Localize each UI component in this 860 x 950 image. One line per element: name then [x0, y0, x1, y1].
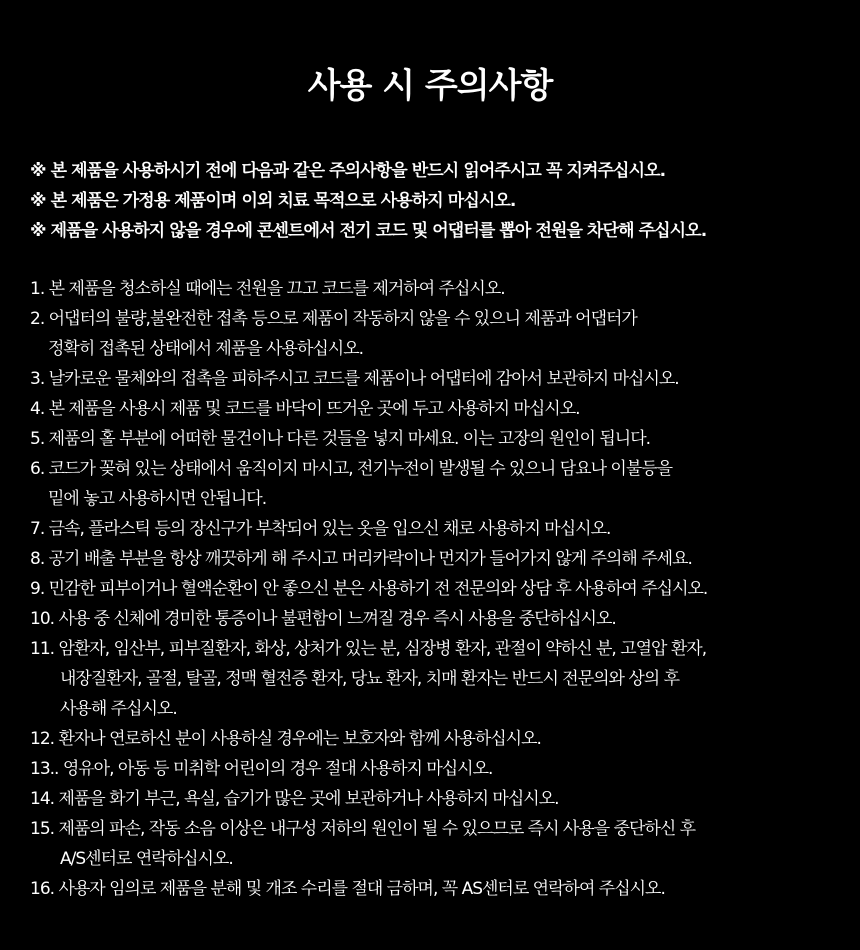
precaution-text: 2. 어댑터의 불량,불완전한 접촉 등으로 제품이 작동하지 않을 수 있으니 제품과 어댑터가 — [30, 309, 637, 329]
precaution-item — [30, 304, 850, 364]
precaution-text: 4. 본 제품을 사용시 제품 및 코드를 바닥이 뜨거운 곳에 두고 사용하지 마십시오. — [30, 399, 580, 419]
precaution-text: 1. 본 제품을 청소하실 때에는 전원을 끄고 코드를 제거하여 주십시오. — [30, 279, 505, 299]
precaution-text: 3. 날카로운 물체와의 접촉을 피하주시고 코드를 제품이나 어댑터에 감아서 보관하지 마십시오. — [30, 369, 679, 389]
precaution-item — [30, 574, 850, 604]
precaution-text-continued: A/S센터로 연락하십시오. — [60, 849, 233, 869]
warning-item: ※ 제품을 사용하지 않을 경우에 콘센트에서 전기 코드 및 어댑터를 뽑아 전원을 차단해 주십시오. — [30, 221, 707, 241]
precaution-text: 6. 코드가 꽂혀 있는 상태에서 움직이지 마시고, 전기누전이 발생될 수 있으니 담요나 이불등을 — [30, 459, 673, 479]
warning-item: ※ 본 제품을 사용하시기 전에 다음과 같은 주의사항을 반드시 읽어주시고 꼭 지켜주십시오. — [30, 161, 666, 181]
precaution-item — [30, 814, 850, 874]
precaution-item — [30, 544, 850, 574]
precaution-item — [30, 454, 850, 514]
precaution-text: 5. 제품의 홀 부분에 어떠한 물건이나 다른 것들을 넣지 마세요. 이는 고장의 원인이 됩니다. — [30, 429, 651, 449]
precaution-text: 14. 제품을 화기 부근, 욕실, 습기가 많은 곳에 보관하거나 사용하지 마십시오. — [30, 789, 559, 809]
precaution-item — [30, 634, 850, 724]
page-title: 사용 시 주의사항 — [307, 66, 553, 106]
precaution-list — [30, 274, 850, 904]
precaution-item — [30, 874, 850, 904]
precaution-text: 10. 사용 중 신체에 경미한 통증이나 불편함이 느껴질 경우 즉시 사용을 중단하십시오. — [30, 609, 616, 629]
precaution-item — [30, 364, 850, 394]
precaution-text: 13.. 영유아, 아동 등 미취학 어린이의 경우 절대 사용하지 마십시오. — [30, 759, 493, 779]
precaution-text-continued: 밑에 놓고 사용하시면 안됩니다. — [48, 489, 267, 509]
precaution-text-continued: 정확히 접촉된 상태에서 제품을 사용하십시오. — [48, 339, 364, 359]
precaution-item — [30, 754, 850, 784]
precaution-item — [30, 424, 850, 454]
precaution-text-continued: 내장질환자, 골절, 탈골, 정맥 혈전증 환자, 당뇨 환자, 치매 환자는 반드시 전문의와 상의 후 — [60, 669, 680, 689]
precaution-item — [30, 784, 850, 814]
precaution-text: 11. 암환자, 임산부, 피부질환자, 화상, 상처가 있는 분, 심장병 환자, 관절이 약하신 분, 고열압 환자, — [30, 639, 707, 659]
precaution-item — [30, 724, 850, 754]
precaution-item — [30, 604, 850, 634]
warning-item: ※ 본 제품은 가정용 제품이며 이외 치료 목적으로 사용하지 마십시오. — [30, 191, 516, 211]
precaution-item — [30, 274, 850, 304]
warning-list — [30, 156, 850, 246]
precaution-item — [30, 394, 850, 424]
precaution-item — [30, 514, 850, 544]
precaution-text: 9. 민감한 피부이거나 혈액순환이 안 좋으신 분은 사용하기 전 전문의와 상담 후 사용하여 주십시오. — [30, 579, 708, 599]
precaution-text-continued: 사용해 주십시오. — [60, 699, 177, 719]
precaution-text: 15. 제품의 파손, 작동 소음 이상은 내구성 저하의 원인이 될 수 있으므로 즉시 사용을 중단하신 후 — [30, 819, 696, 839]
precaution-text: 8. 공기 배출 부분을 항상 깨끗하게 해 주시고 머리카락이나 먼지가 들어가지 않게 주의해 주세요. — [30, 549, 692, 569]
precaution-text: 12. 환자나 연로하신 분이 사용하실 경우에는 보호자와 함께 사용하십시오. — [30, 729, 541, 749]
precaution-text: 16. 사용자 임의로 제품을 분해 및 개조 수리를 절대 금하며, 꼭 AS센터로 연락하여 주십시오. — [30, 879, 665, 899]
precaution-text: 7. 금속, 플라스틱 등의 장신구가 부착되어 있는 옷을 입으신 채로 사용하지 마십시오. — [30, 519, 611, 539]
